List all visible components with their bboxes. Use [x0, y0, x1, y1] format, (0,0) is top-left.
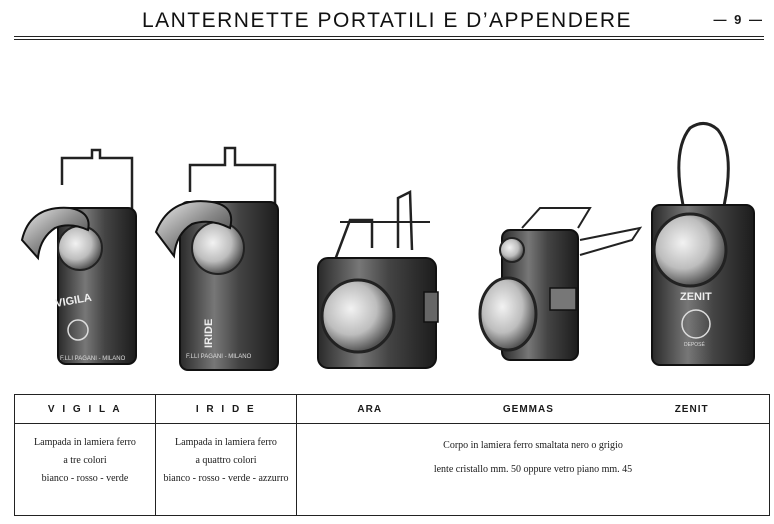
lantern-vigila — [22, 150, 136, 364]
description-line: Lampada in lamiera ferro — [34, 437, 136, 448]
iride-body-label: IRIDE — [203, 318, 215, 348]
page-header — [0, 0, 774, 40]
group-description — [297, 424, 770, 516]
vigila-description — [15, 424, 156, 516]
lantern-iride — [156, 148, 278, 370]
description-line: lente cristallo mm. 50 oppure vetro piano mm. 45 — [433, 464, 633, 475]
header-rule — [14, 36, 764, 37]
zenit-maker-label: DEPOSÉ — [684, 342, 705, 348]
description-line: bianco - rosso - verde — [41, 473, 129, 484]
column-header-zenit: ZENIT — [674, 403, 709, 415]
column-header-gemmas: GEMMAS — [502, 403, 554, 415]
page-title: LANTERNETTE PORTATILI E D’APPENDERE — [141, 9, 633, 32]
description-line: Corpo in lamiera ferro smaltata nero o grigio — [443, 440, 623, 451]
vigila-maker-label: F.LLI PAGANI - MILANO — [60, 356, 126, 362]
iride-maker-label: F.LLI PAGANI - MILANO — [186, 354, 252, 360]
lantern-ara — [318, 192, 438, 368]
description-line: a tre colori — [63, 455, 107, 466]
spec-table — [14, 394, 770, 516]
zenit-body-label: ZENIT — [680, 291, 712, 303]
column-header-ara: ARA — [357, 403, 383, 415]
lanterns-illustration — [0, 110, 774, 390]
lantern-gemmas — [480, 208, 640, 360]
description-line: Lampada in lamiera ferro — [175, 437, 277, 448]
lantern-zenit — [652, 123, 754, 365]
page-number: — 9 — — [713, 12, 764, 27]
description-line: a quattro colori — [195, 455, 257, 466]
description-line: bianco - rosso - verde - azzurro — [163, 473, 289, 484]
vigila-body-label: VIGILA — [54, 291, 93, 310]
iride-description — [156, 424, 297, 516]
column-header-vigila: V I G I L A — [15, 395, 156, 424]
header-rule — [14, 39, 764, 40]
column-header-group — [297, 395, 770, 424]
column-header-iride: I R I D E — [156, 395, 297, 424]
